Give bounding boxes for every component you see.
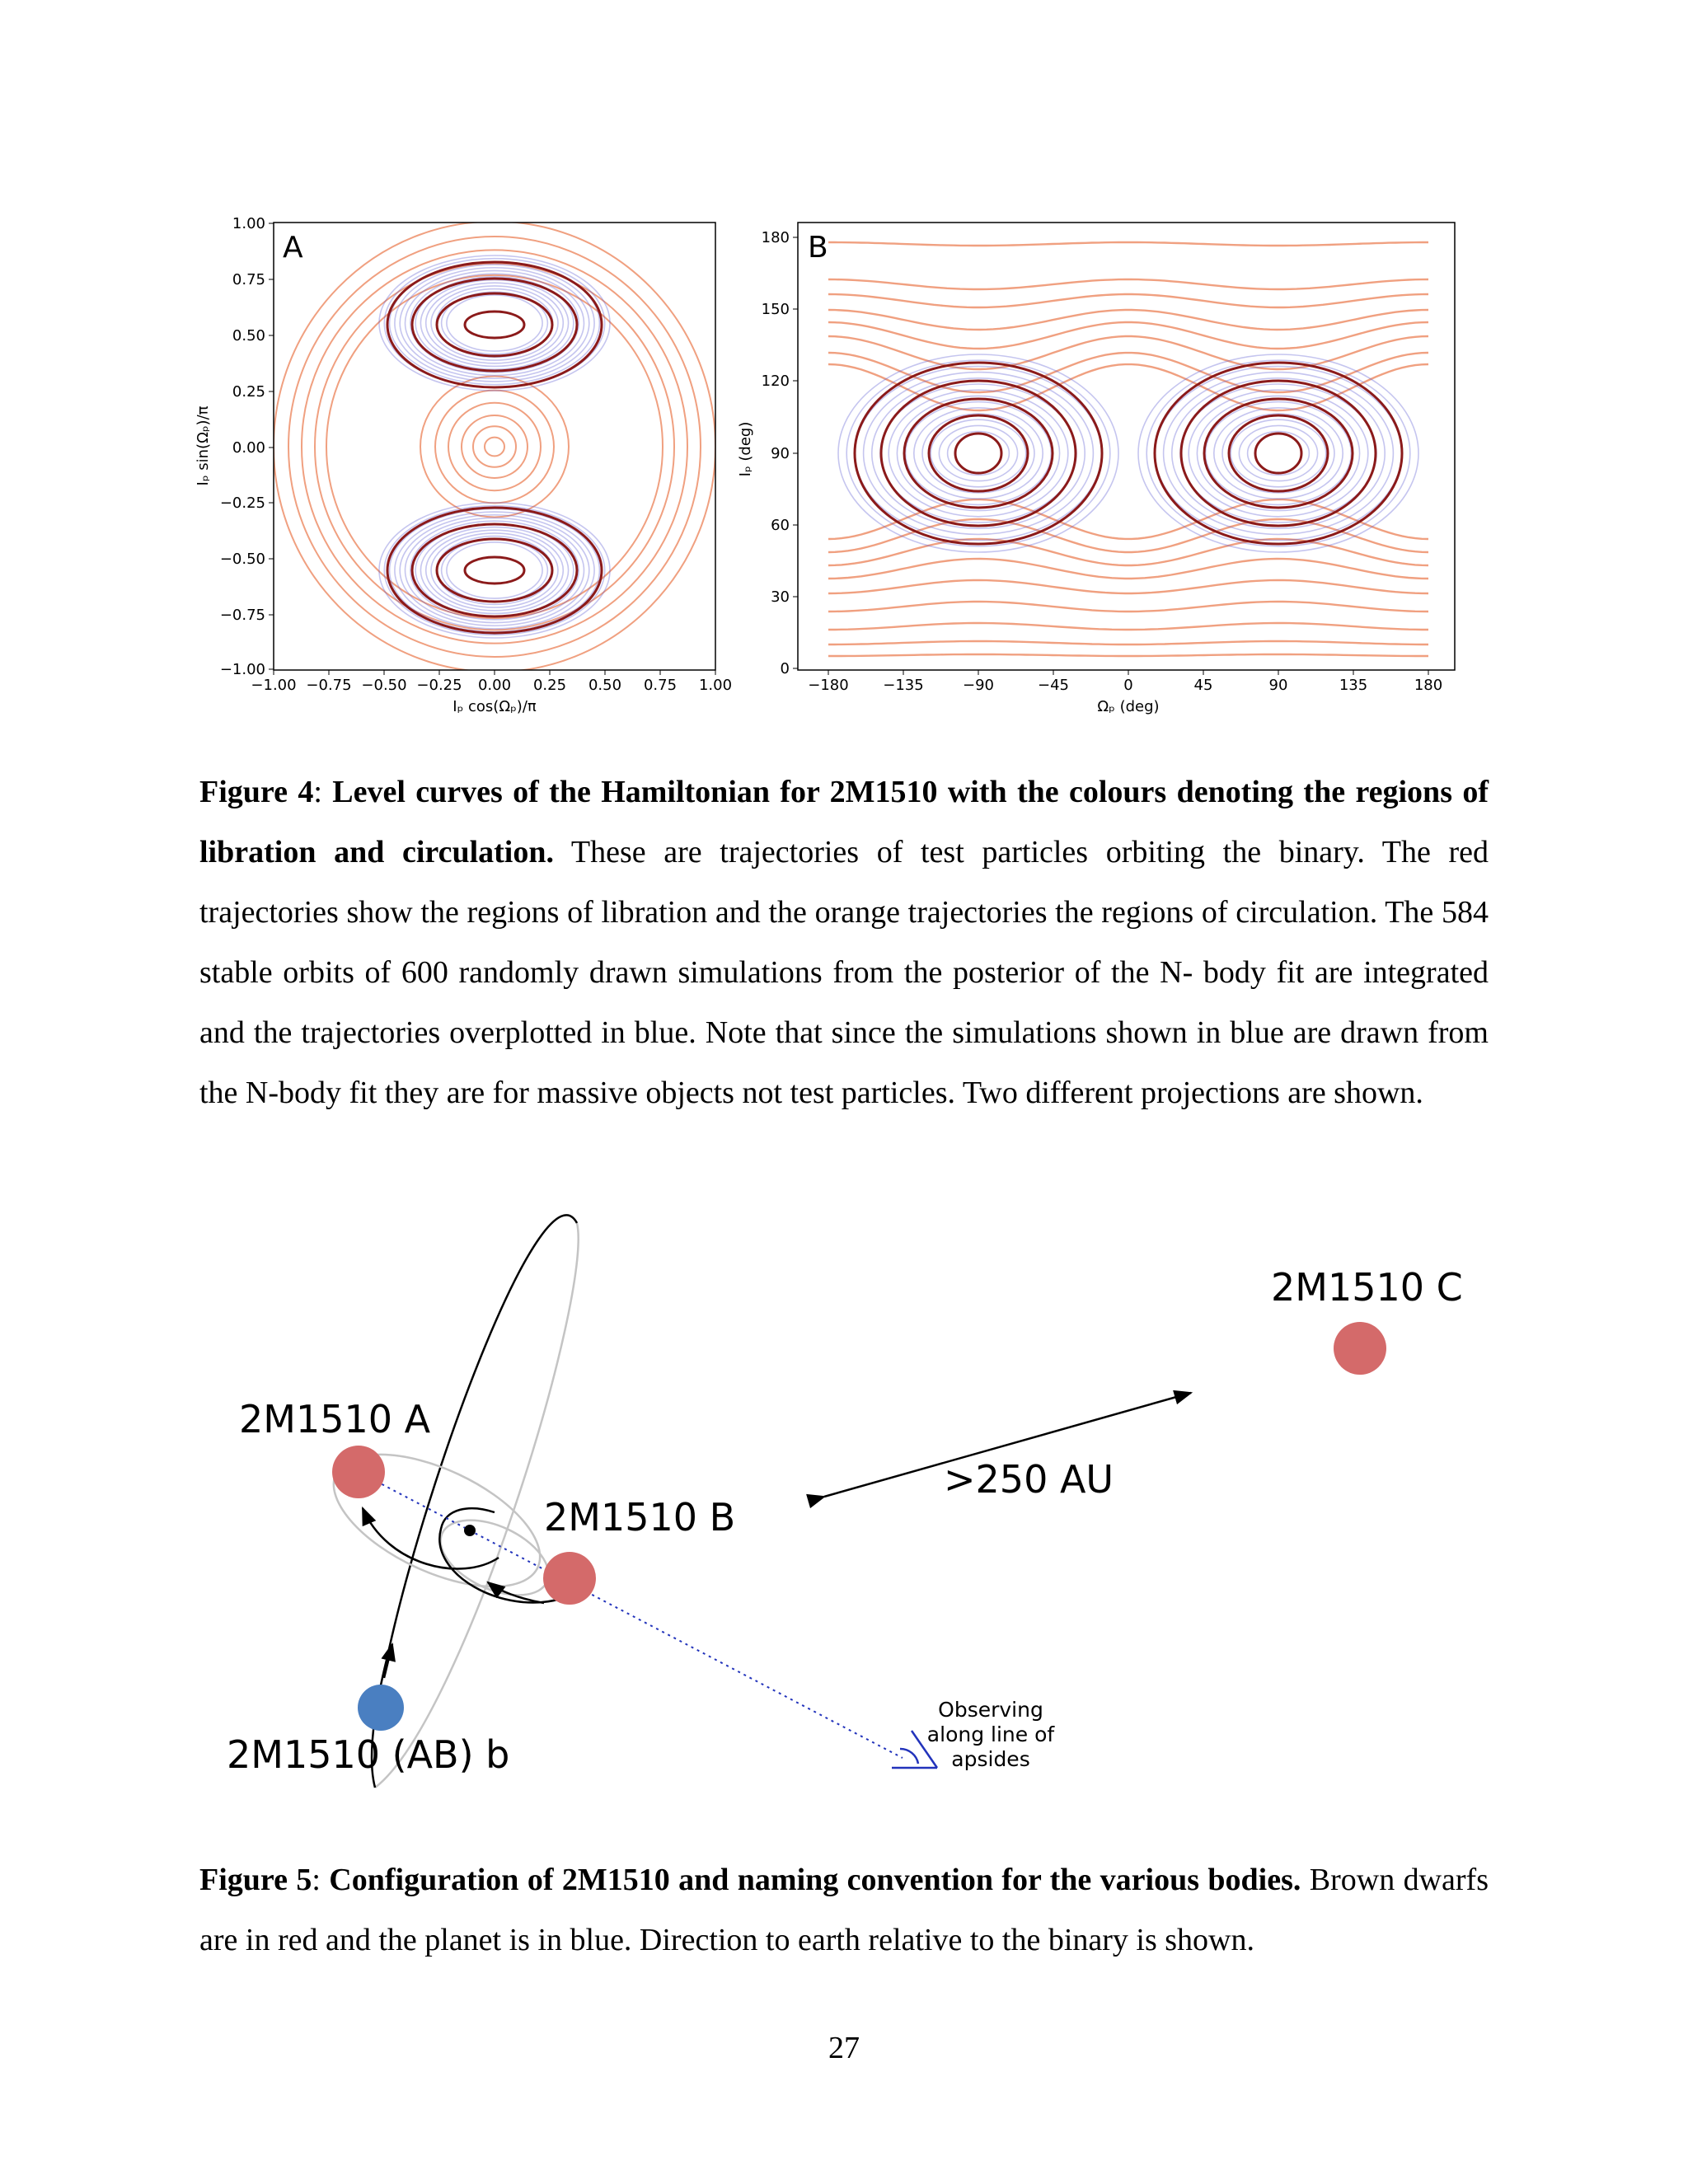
- observer-label-line1: Observing: [938, 1698, 1043, 1722]
- panel-a-frame: [274, 223, 715, 670]
- tick-label: −90: [963, 677, 994, 694]
- tick-label: 60: [771, 517, 790, 534]
- caption-label: Figure 4: [199, 775, 314, 809]
- libration-curve: [955, 434, 1001, 473]
- circulation-curve: [288, 237, 701, 657]
- circulation-curve: [828, 602, 1428, 612]
- circulation-curve: [462, 415, 528, 478]
- tick-label: 90: [1268, 677, 1288, 694]
- libration-curve: [465, 312, 524, 338]
- libration-curve: [387, 262, 602, 387]
- circulation-curve: [485, 438, 504, 457]
- caption-bold: Level curves of the Hamiltonian for 2M1510 with the colours denoting the regions of libration and circulation.: [199, 775, 1489, 869]
- nbody-curve: [931, 419, 1026, 487]
- circulation-curve: [473, 426, 516, 466]
- tick-label: −0.50: [361, 677, 407, 694]
- libration-curve: [929, 415, 1028, 491]
- label-b: 2M1510 B: [544, 1495, 736, 1540]
- libration-curve: [465, 557, 524, 583]
- tick-label: −0.75: [219, 607, 265, 624]
- circulation-curve: [828, 279, 1428, 289]
- nbody-curve: [1231, 419, 1326, 487]
- tick-label: 180: [761, 229, 790, 246]
- distance-label: >250 AU: [944, 1457, 1114, 1502]
- nbody-curve: [431, 286, 558, 360]
- tick-label: 180: [1414, 677, 1443, 694]
- figure-5-diagram: [0, 1195, 1688, 1821]
- tick-label: −0.25: [416, 677, 462, 694]
- circulation-curve: [326, 275, 663, 618]
- tick-label: 0.00: [477, 677, 512, 694]
- panel-a-xlabel: Iₚ cos(Ωₚ)/π: [452, 698, 537, 715]
- panel-b-yticks: [762, 229, 798, 677]
- tick-label: −135: [883, 677, 924, 694]
- tick-label: 0.75: [643, 677, 678, 694]
- panel-a-curves: [274, 222, 715, 673]
- tick-label: 0: [1123, 677, 1133, 694]
- circulation-curve: [828, 294, 1428, 307]
- panel-b-label: B: [808, 231, 828, 265]
- nbody-curve: [447, 295, 542, 351]
- tick-label: 90: [771, 445, 790, 462]
- panel-a-label: A: [283, 231, 303, 265]
- nbody-curve: [431, 533, 558, 607]
- panel-b-ylabel: Iₚ (deg): [737, 421, 754, 477]
- tick-label: −180: [808, 677, 849, 694]
- tick-label: 45: [1193, 677, 1213, 694]
- panel-b-frame: [798, 223, 1455, 670]
- tick-label: 30: [771, 588, 790, 606]
- label-planet: 2M1510 (AB) b: [227, 1732, 510, 1777]
- brown-dwarf-b: [543, 1552, 596, 1605]
- tick-label: 0.50: [588, 677, 622, 694]
- nbody-curve: [400, 515, 589, 626]
- libration-curve: [1255, 434, 1301, 473]
- circulation-curve: [435, 391, 554, 504]
- circulation-curve: [828, 654, 1428, 656]
- nbody-curve: [442, 539, 548, 601]
- nbody-curve: [1189, 390, 1368, 517]
- caption-text: Brown dwarfs are in red and the planet is in blue. Direction to earth relative to the binary is shown.: [199, 1863, 1489, 1957]
- tick-label: 0.75: [232, 271, 265, 288]
- tick-label: 0.00: [232, 439, 265, 457]
- tick-label: 0.25: [532, 677, 567, 694]
- label-a: 2M1510 A: [239, 1397, 431, 1441]
- nbody-curve: [447, 542, 542, 598]
- nbody-curve: [436, 537, 552, 605]
- tick-label: −1.00: [251, 677, 297, 694]
- tick-label: −0.50: [219, 551, 265, 568]
- nbody-curve: [1214, 408, 1343, 499]
- tick-label: 0.25: [232, 383, 265, 401]
- nbody-curve: [948, 432, 1010, 476]
- circulation-curve: [828, 641, 1428, 644]
- nbody-curve: [395, 512, 594, 629]
- tick-label: −45: [1038, 677, 1069, 694]
- brown-dwarf-c: [1334, 1322, 1386, 1375]
- tick-label: 1.00: [698, 677, 733, 694]
- caption-bold: Configuration of 2M1510 and naming convention for the various bodies.: [329, 1863, 1301, 1897]
- panel-b-xticks: [808, 670, 1442, 694]
- libration-curve: [437, 539, 552, 602]
- tick-label: 0: [780, 660, 790, 677]
- figure-4-caption: Figure 4: Level curves of the Hamiltonian for 2M1510 with the colours denoting the regions of libration and circulation. These are trajectories of test particles orbiting the binary. The red trajectories show the regions of libration and the orange trajectories the regions of circulation. The 584 stable orbits of 600 randomly drawn simulations from the posterior of the N- body fit are integrated and the trajectories overplotted in blue. Note that since the simulations shown in blue are drawn from the N-body fit they are for massive objects not test particles. Two different projections are shown.: [199, 775, 1489, 1110]
- nbody-curve: [1248, 432, 1310, 476]
- panel-a-ylabel: Iₚ sin(Ωₚ)/π: [195, 405, 212, 486]
- orbit-a-arrow: [363, 1508, 499, 1569]
- tick-label: −0.25: [219, 494, 265, 512]
- circulation-curve: [828, 310, 1428, 330]
- panel-a-xticks: [251, 670, 732, 694]
- circulation-curve: [828, 242, 1428, 246]
- planet-b: [358, 1685, 404, 1731]
- nbody-curve: [1206, 402, 1352, 505]
- nbody-curve: [906, 402, 1052, 505]
- circulation-curve: [315, 264, 674, 630]
- tick-label: 0.50: [232, 327, 265, 344]
- nbody-curve: [914, 408, 1043, 499]
- label-c: 2M1510 C: [1271, 1265, 1463, 1310]
- tick-label: −0.75: [306, 677, 352, 694]
- figure-4-plots: [0, 0, 1688, 742]
- nbody-curve: [880, 384, 1076, 523]
- panel-a-yticks: [220, 215, 274, 678]
- tick-label: 120: [761, 373, 790, 390]
- barycenter: [464, 1525, 476, 1536]
- tick-label: 150: [761, 301, 790, 318]
- figure-5-caption: Figure 5: Configuration of 2M1510 and naming convention for the various bodies. Brown dwarfs are in red and the planet is in blue. Direction to earth relative to the binary is shown.: [199, 1863, 1489, 1957]
- nbody-curve: [400, 268, 589, 378]
- caption-text: These are trajectories of test particles orbiting the binary. The red trajectories show the regions of libration and the orange trajectories the regions of circulation. The 584 stable orbits of 600 randomly drawn simulations from the posterior of the N- body fit are integrated and the trajectories overplotted in blue. Note that since the simulations shown in blue are drawn from the N-body fit they are for massive objects not test particles. Two different projections are shown.: [199, 835, 1489, 1110]
- caption-label: Figure 5: [199, 1863, 312, 1897]
- panel-b-xlabel: Ωₚ (deg): [1097, 698, 1160, 715]
- circulation-curve: [828, 623, 1428, 630]
- observer-label-line3: apsides: [951, 1747, 1030, 1771]
- libration-curve: [1229, 415, 1328, 491]
- tick-label: 1.00: [232, 215, 265, 232]
- tick-label: 135: [1339, 677, 1368, 694]
- circulation-curve: [828, 580, 1428, 593]
- libration-curve: [437, 293, 552, 356]
- panel-b-curves: [828, 242, 1428, 656]
- nbody-curve: [395, 265, 594, 382]
- brown-dwarf-a: [332, 1446, 385, 1498]
- observer-label-line2: along line of: [926, 1722, 1055, 1746]
- circulation-curve: [420, 377, 569, 518]
- circulation-curve: [828, 559, 1428, 579]
- page-number: 27: [828, 2031, 860, 2065]
- nbody-curve: [1180, 384, 1376, 523]
- tick-label: −1.00: [219, 661, 265, 678]
- nbody-curve: [889, 390, 1068, 517]
